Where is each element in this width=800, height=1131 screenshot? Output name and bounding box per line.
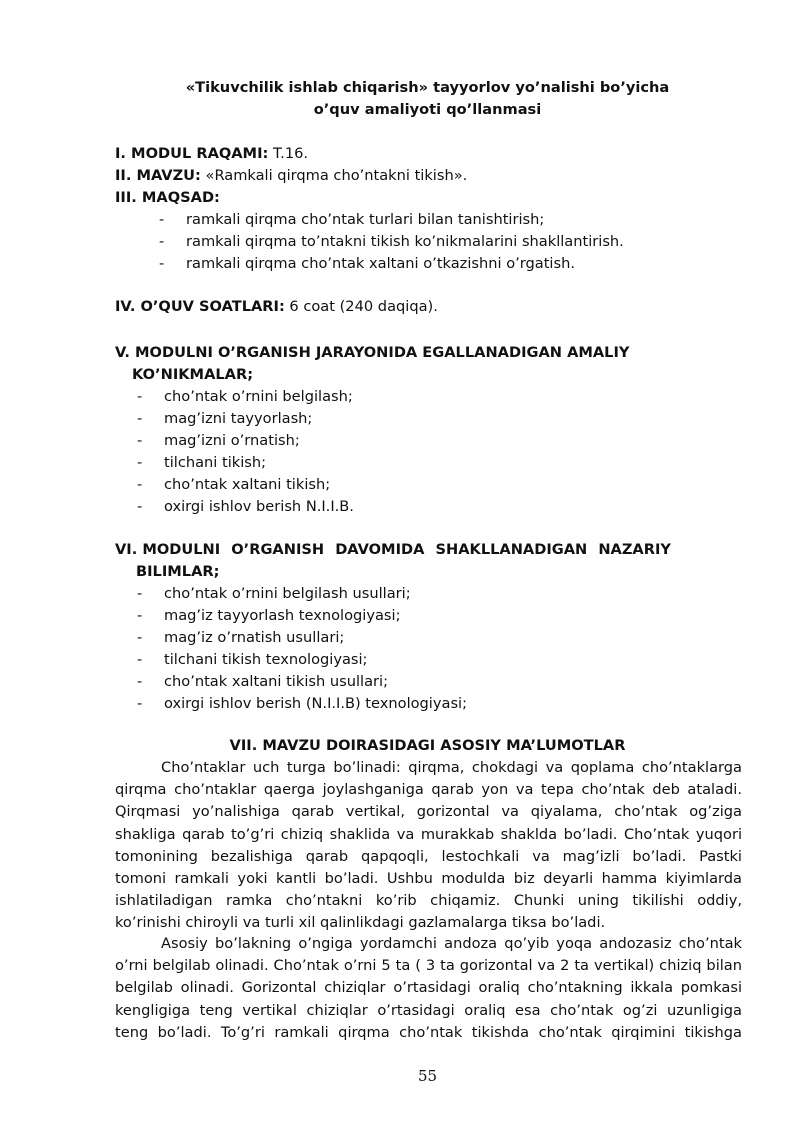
list-item: - cho’ntak xaltani tikish; bbox=[137, 474, 629, 496]
heading-word: O’RGANISH bbox=[231, 541, 325, 558]
info-heading: VII. MAVZU DOIRASIDAGI ASOSIY MA’LUMOTLAR bbox=[229, 737, 626, 754]
paragraph-line: qirqma cho’ntaklar qaerga joylashganiga qarab yon va tepa cho’ntak deb ataladi. bbox=[115, 781, 742, 799]
knowledge-list bbox=[137, 583, 671, 715]
list-item: - cho’ntak o’rnini belgilash; bbox=[137, 386, 629, 408]
paragraph-line: shakliga qarab to’g’ri chiziq shaklida va murakkab shaklda bo’ladi. Cho’ntak yuqori bbox=[115, 825, 742, 843]
list-item: - oxirgi ishlov berish (N.I.I.B) texnologiyasi; bbox=[137, 693, 671, 715]
list-item: - oxirgi ishlov berish N.I.I.B. bbox=[137, 496, 629, 518]
paragraph-line: tomonining bezalishiga qarab qapqoqli, lestochkali va mag’izli bo’ladi. Pastki bbox=[115, 847, 742, 865]
paragraph-line: teng bo’ladi. To’g’ri ramkali qirqma cho’ntak tikishda cho’ntak qirqimini tikishga bbox=[115, 1023, 742, 1041]
title-line-2: o’quv amaliyoti qo’llanmasi bbox=[313, 101, 542, 118]
module-number-value: T.16. bbox=[268, 145, 309, 162]
section-topic bbox=[115, 165, 467, 187]
paragraph-line: kengligiga teng vertikal chiziqlar o’rtasidagi oraliq esa cho’ntak og’zi uzunligiga bbox=[115, 1001, 742, 1019]
knowledge-heading-line-2: BILIMLAR; bbox=[136, 563, 220, 580]
heading-word: SHAKLLANADIGAN bbox=[435, 541, 588, 558]
goal-list bbox=[159, 209, 624, 275]
list-item: - tilchani tikish; bbox=[137, 452, 629, 474]
heading-word: NAZARIY bbox=[598, 541, 671, 558]
document-title bbox=[0, 77, 800, 121]
section-module-number bbox=[115, 143, 308, 165]
page-number: 55 bbox=[417, 1067, 438, 1085]
paragraph-line: Cho’ntaklar uch turga bo’linadi: qirqma, chokdagi va qoplama cho’ntaklarga bbox=[161, 759, 742, 776]
section-knowledge bbox=[115, 539, 671, 715]
list-item: - ramkali qirqma cho’ntak turlari bilan tanishtirish; bbox=[159, 209, 624, 231]
list-item: - tilchani tikish texnologiyasi; bbox=[137, 649, 671, 671]
list-item: - mag’izni o’rnatish; bbox=[137, 430, 629, 452]
paragraph-1 bbox=[115, 757, 742, 935]
paragraph-line: ko’rinishi chiroyli va turli xil qalinlikdagi gazlamalarga tiksa bo’ladi. bbox=[115, 914, 606, 932]
paragraph-line: belgilab olinadi. Gorizontal chiziqlar o’rtasidagi oraliq cho’ntakning ikkala pomkasi bbox=[115, 979, 742, 997]
list-item: - ramkali qirqma cho’ntak xaltani o’tkazishni o’rgatish. bbox=[159, 253, 624, 275]
section-skills bbox=[115, 342, 629, 518]
section-hours bbox=[115, 296, 438, 318]
topic-label: II. MAVZU: bbox=[115, 167, 201, 184]
goal-heading: III. MAQSAD: bbox=[115, 189, 220, 206]
list-item: - cho’ntak o’rnini belgilash usullari; bbox=[137, 583, 671, 605]
skills-heading-line-2: KO’NIKMALAR; bbox=[132, 366, 254, 383]
paragraph-line: Qirqmasi yo’nalishiga qarab vertikal, gorizontal va qiyalama, cho’ntak og’ziga bbox=[115, 803, 742, 821]
heading-word: VI. MODULNI bbox=[115, 541, 221, 558]
list-item: - mag’iz tayyorlash texnologiyasi; bbox=[137, 605, 671, 627]
paragraph-line: tomoni ramkali yoki kantli bo’ladi. Ushbu modulda biz deyarli hamma kiyimlarda bbox=[115, 870, 742, 888]
paragraph-line: Asosiy bo’lakning o’ngiga yordamchi andoza qo’yib yoqa andozasiz cho’ntak bbox=[161, 935, 742, 952]
list-item: - mag’iz o’rnatish usullari; bbox=[137, 627, 671, 649]
list-item: - cho’ntak xaltani tikish usullari; bbox=[137, 671, 671, 693]
paragraph-line: ishlatiladigan ramka cho’ntakni ko’rib chiqamiz. Chunki uning tikilishi oddiy, bbox=[115, 892, 742, 910]
paragraph-line: o’rni belgilab olinadi. Cho’ntak o’rni 5 ta ( 3 ta gorizontal va 2 ta vertikal) chiziq bilan bbox=[115, 957, 742, 975]
hours-label: IV. O’QUV SOATLARI: bbox=[115, 298, 285, 315]
list-item: - mag’izni tayyorlash; bbox=[137, 408, 629, 430]
skills-heading-line-1: V. MODULNI O’RGANISH JARAYONIDA EGALLANADIGAN AMALIY bbox=[115, 344, 630, 361]
topic-value: «Ramkali qirqma cho’ntakni tikish». bbox=[200, 167, 468, 184]
knowledge-heading-line-1 bbox=[115, 539, 671, 561]
title-line-1: «Tikuvchilik ishlab chiqarish» tayyorlov yo’nalishi bo’yicha bbox=[185, 79, 670, 96]
heading-word: DAVOMIDA bbox=[335, 541, 425, 558]
hours-value: 6 coat (240 daqiqa). bbox=[284, 298, 438, 315]
list-item: - ramkali qirqma to’ntakni tikish ko’nikmalarini shakllantirish. bbox=[159, 231, 624, 253]
skills-list bbox=[137, 386, 629, 518]
module-number-label: I. MODUL RAQAMI: bbox=[115, 145, 269, 162]
paragraph-2 bbox=[115, 933, 742, 1044]
